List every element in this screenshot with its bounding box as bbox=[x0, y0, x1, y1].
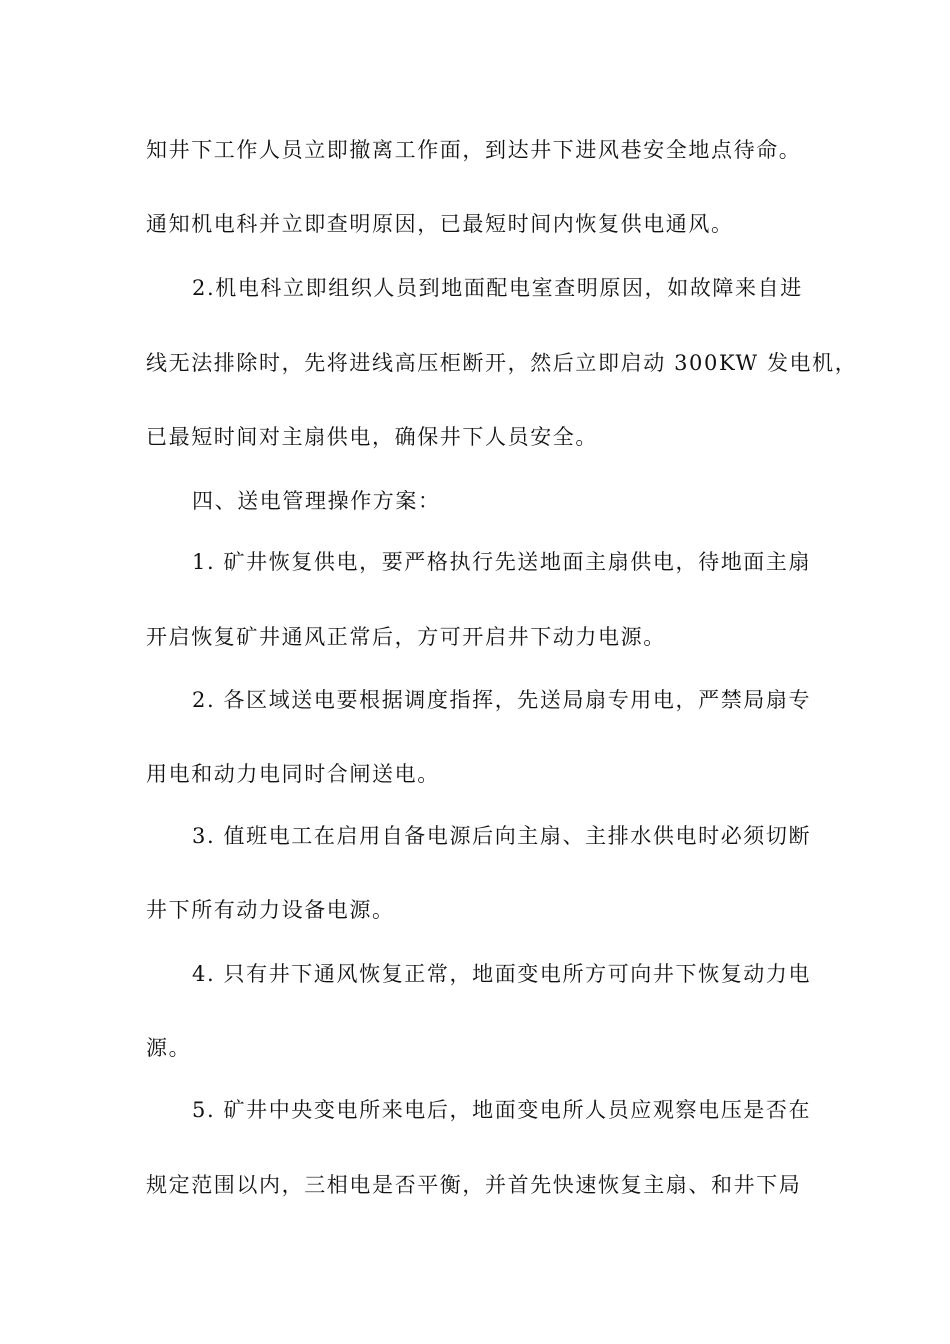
paragraph-line: 井下所有动力设备电源。 bbox=[146, 898, 395, 922]
paragraph-line: 规定范围以内，三相电是否平衡，并首先快速恢复主扇、和井下局 bbox=[146, 1173, 802, 1197]
paragraph-line: 4. 只有井下通风恢复正常，地面变电所方可向井下恢复动力电 bbox=[192, 962, 812, 986]
paragraph-line: 通知机电科并立即查明原因，已最短时间内恢复供电通风。 bbox=[146, 212, 734, 236]
paragraph-line: 知井下工作人员立即撤离工作面，到达井下进风巷安全地点待命。 bbox=[146, 138, 802, 162]
paragraph-line: 用电和动力电同时合闸送电。 bbox=[146, 762, 440, 786]
paragraph-line: 5. 矿井中央变电所来电后，地面变电所人员应观察电压是否在 bbox=[192, 1098, 812, 1122]
paragraph-line: 线无法排除时，先将进线高压柜断开，然后立即启动 300KW 发电机， bbox=[146, 351, 858, 375]
paragraph-line: 2.机电科立即组织人员到地面配电室查明原因，如故障来自进 bbox=[192, 276, 803, 300]
paragraph-line: 3. 值班电工在启用自备电源后向主扇、主排水供电时必须切断 bbox=[192, 824, 812, 848]
paragraph-line: 源。 bbox=[146, 1036, 192, 1060]
section-heading: 四、送电管理操作方案： bbox=[192, 489, 441, 513]
paragraph-line: 开启恢复矿井通风正常后，方可开启井下动力电源。 bbox=[146, 625, 666, 649]
paragraph-line: 已最短时间对主扇供电，确保井下人员安全。 bbox=[146, 425, 598, 449]
paragraph-line: 1. 矿井恢复供电，要严格执行先送地面主扇供电，待地面主扇 bbox=[192, 550, 812, 574]
paragraph-line: 2. 各区域送电要根据调度指挥，先送局扇专用电，严禁局扇专 bbox=[192, 688, 812, 712]
